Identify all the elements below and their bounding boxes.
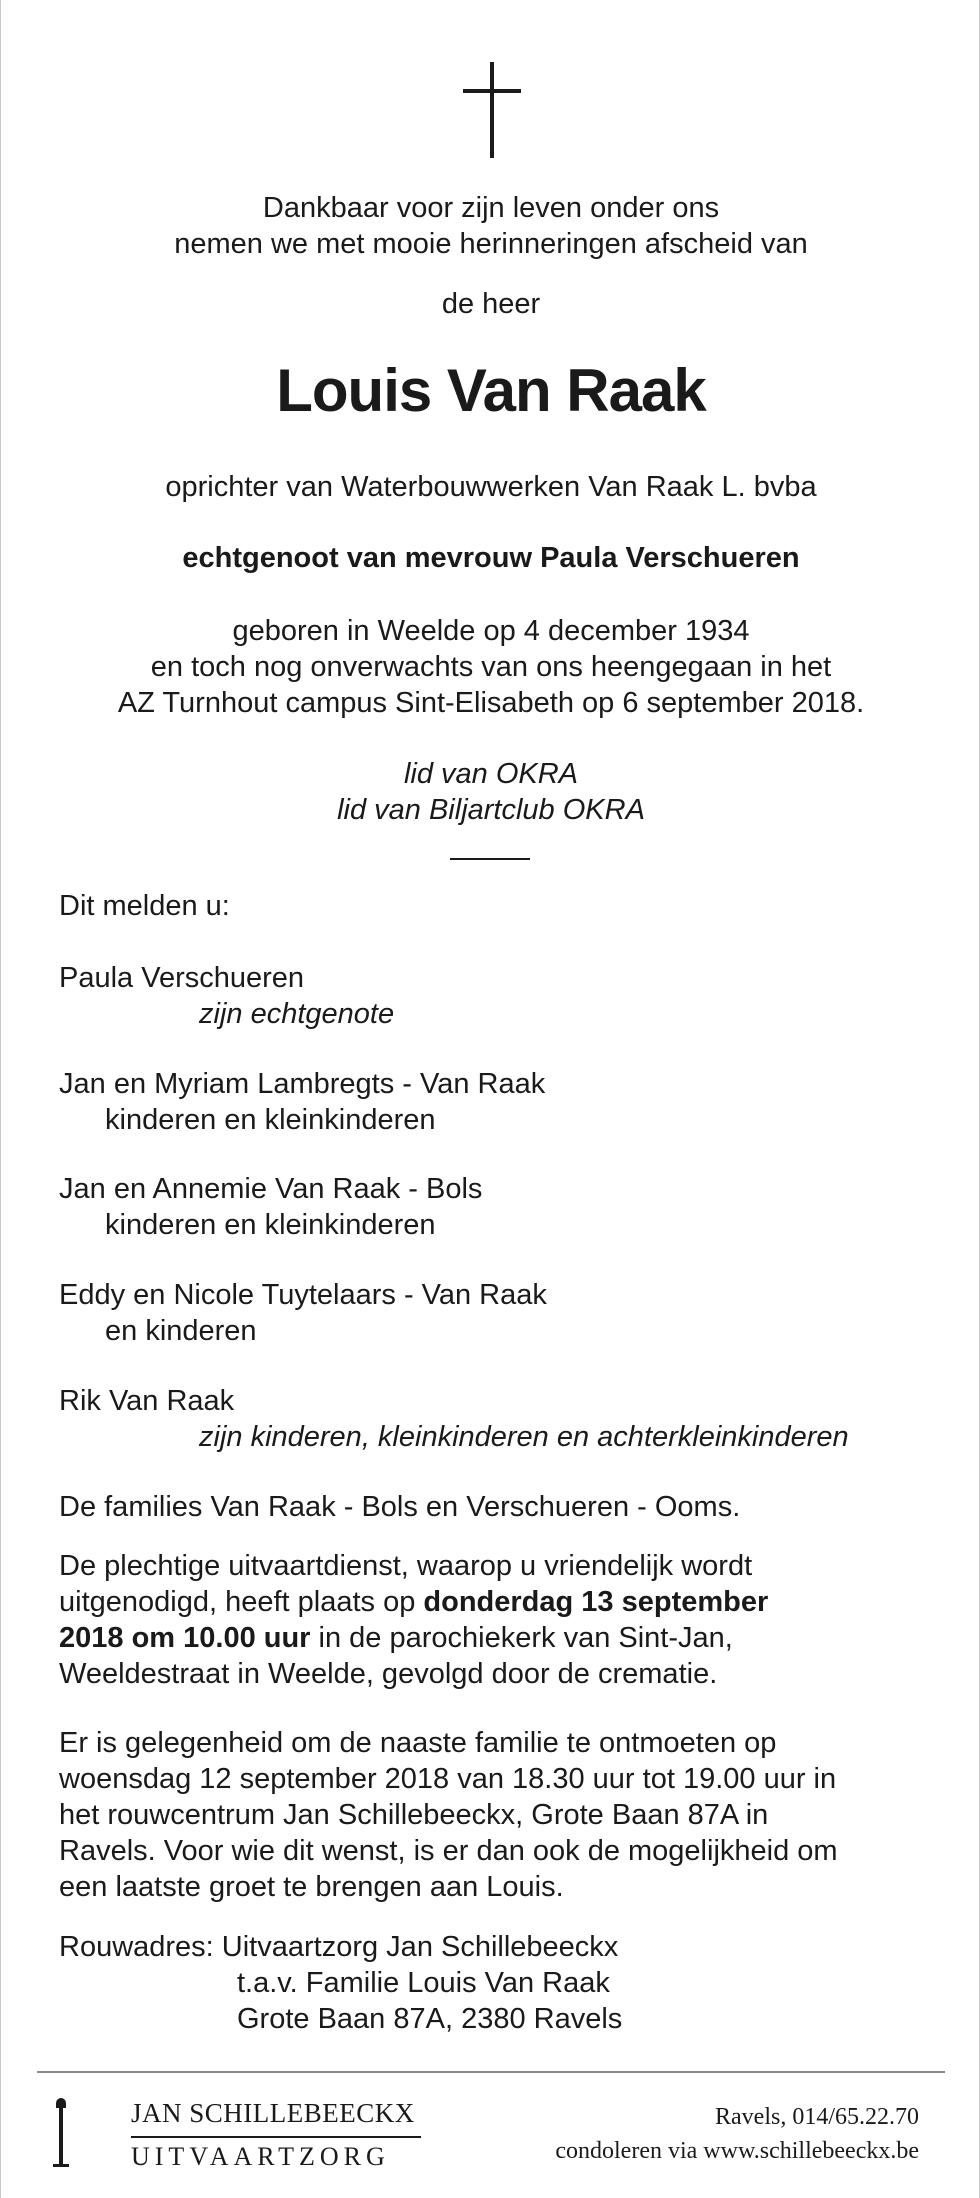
visit-paragraph [59, 1725, 939, 1905]
family-name: Jan en Myriam Lambregts - Van Raak [59, 1068, 546, 1100]
intro-line-2: nemen we met mooie herinneringen afscheid van [174, 228, 808, 260]
announce-line: Dit melden u: [59, 890, 230, 922]
service-time: 2018 om 10.00 uur [59, 1622, 311, 1654]
death-line-1: en toch nog onverwachts van ons heengegaan in het [150, 651, 832, 683]
deceased-name: Louis Van Raak [276, 357, 706, 424]
family-relation: zijn echtgenote [199, 998, 395, 1030]
family-relation: zijn kinderen, kleinkinderen en achterkleinkinderen [199, 1421, 849, 1453]
family-relation: kinderen en kleinkinderen [105, 1104, 436, 1136]
title-prefix: de heer [441, 288, 541, 320]
family-entry [59, 1066, 939, 1138]
service-date: donderdag 13 september [423, 1586, 769, 1618]
footer-website[interactable]: condoleren via www.schillebeeckx.be [555, 2138, 919, 2164]
birth-line: geboren in Weelde op 4 december 1934 [232, 615, 750, 647]
service-line: Weeldestraat in Weelde, gevolgd door de crematie. [59, 1658, 718, 1690]
families-line: De families Van Raak - Bols en Verschueren - Ooms. [59, 1491, 741, 1523]
family-entry [59, 1277, 939, 1349]
family-entry [59, 1383, 939, 1455]
family-name: Rik Van Raak [59, 1385, 235, 1417]
divider [450, 858, 530, 860]
spouse-line: echtgenoot van mevrouw Paula Verschueren [182, 542, 800, 574]
membership-item: lid van Biljartclub OKRA [337, 794, 645, 826]
intro-text [1, 190, 980, 262]
service-line [59, 1584, 939, 1620]
family-entry [59, 1171, 939, 1243]
service-paragraph [59, 1548, 939, 1692]
visit-line: een laatste groet te brengen aan Louis. [59, 1871, 564, 1903]
death-line-2: AZ Turnhout campus Sint-Elisabeth op 6 september 2018. [117, 687, 865, 719]
service-line [59, 1620, 939, 1656]
family-entry [59, 960, 939, 1032]
visit-line: Er is gelegenheid om de naaste familie te ontmoeten op [59, 1727, 777, 1759]
birth-death [1, 613, 980, 721]
family-name: Jan en Annemie Van Raak - Bols [59, 1173, 483, 1205]
address-label: Rouwadres: Uitvaartzorg Jan Schillebeeckx [59, 1931, 619, 1963]
footer-divider [37, 2071, 945, 2073]
memberships [1, 756, 980, 828]
service-text: in de parochiekerk van Sint-Jan, [310, 1622, 733, 1654]
mourning-address [59, 1929, 939, 2037]
visit-line: Ravels. Voor wie dit wenst, is er dan ook de mogelijkheid om [59, 1835, 838, 1867]
visit-line: woensdag 12 september 2018 van 18.30 uur tot 19.00 uur in [59, 1763, 837, 1795]
service-line: De plechtige uitvaartdienst, waarop u vriendelijk wordt [59, 1550, 753, 1582]
intro-line-1: Dankbaar voor zijn leven onder ons [262, 192, 720, 224]
family-name: Eddy en Nicole Tuytelaars - Van Raak [59, 1279, 547, 1311]
visit-line: het rouwcentrum Jan Schillebeeckx, Grote Baan 87A in [59, 1799, 769, 1831]
logo-subtitle: UITVAARTZORG [131, 2142, 390, 2171]
family-relation: en kinderen [105, 1315, 257, 1347]
footer-phone: Ravels, 014/65.22.70 [715, 2104, 919, 2130]
cross-icon [463, 62, 521, 158]
membership-item: lid van OKRA [403, 758, 579, 790]
address-line: t.a.v. Familie Louis Van Raak [237, 1967, 610, 1999]
service-text: uitgenodigd, heeft plaats op [59, 1586, 424, 1618]
address-line: Grote Baan 87A, 2380 Ravels [237, 2003, 623, 2035]
footer-contact [419, 2100, 919, 2168]
family-relation: kinderen en kleinkinderen [105, 1209, 436, 1241]
logo-name: JAN SCHILLEBEECKX [131, 2098, 415, 2128]
founder-line: oprichter van Waterbouwwerken Van Raak L. bvba [165, 471, 817, 503]
family-name: Paula Verschueren [59, 962, 305, 994]
funeral-home-logo [59, 2098, 429, 2178]
